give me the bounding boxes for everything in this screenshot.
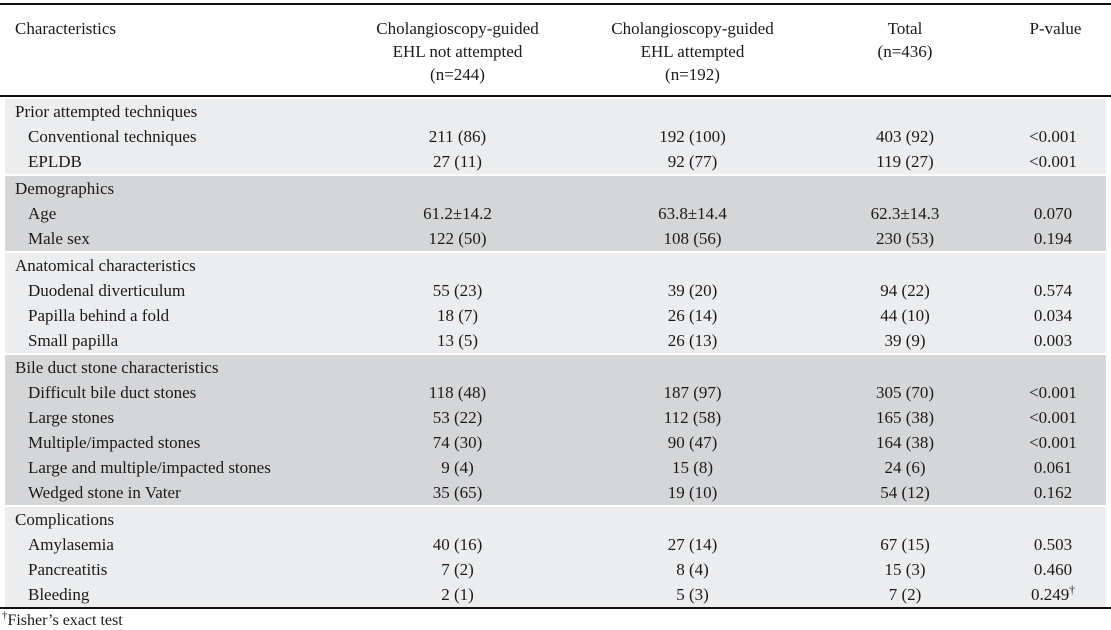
- cell-value: 0.460: [1000, 557, 1111, 582]
- cell-value: 165 (38): [810, 405, 1000, 430]
- table-row: [0, 455, 1111, 480]
- section-title: Prior attempted techniques: [0, 97, 1111, 124]
- cell-value: 67 (15): [810, 532, 1000, 557]
- cell-value: 94 (22): [810, 278, 1000, 303]
- footnote-text: Fisher’s exact test: [7, 612, 123, 629]
- cell-value: 2 (1): [340, 582, 575, 607]
- cell-value: 27 (11): [340, 149, 575, 174]
- row-label: Pancreatitis: [0, 557, 340, 582]
- cell-value: 55 (23): [340, 278, 575, 303]
- cell-value: 108 (56): [575, 226, 810, 251]
- column-header-line: Cholangioscopy-guided: [611, 19, 774, 38]
- cell-value: 39 (20): [575, 278, 810, 303]
- cell-value: 122 (50): [340, 226, 575, 251]
- row-label: Conventional techniques: [0, 124, 340, 149]
- cell-value: 63.8±14.4: [575, 201, 810, 226]
- cell-value: 19 (10): [575, 480, 810, 505]
- cell-value: 192 (100): [575, 124, 810, 149]
- cell-value: 27 (14): [575, 532, 810, 557]
- cell-value: 15 (3): [810, 557, 1000, 582]
- row-label: Large and multiple/impacted stones: [0, 455, 340, 480]
- cell-value: 0.194: [1000, 226, 1111, 251]
- table-row: [0, 480, 1111, 505]
- table-row: [0, 582, 1111, 607]
- section-title: Anatomical characteristics: [0, 251, 1111, 278]
- cell-value: 54 (12): [810, 480, 1000, 505]
- row-label: Amylasemia: [0, 532, 340, 557]
- section-header-row: [0, 174, 1111, 201]
- cell-value: 8 (4): [575, 557, 810, 582]
- cell-value: 230 (53): [810, 226, 1000, 251]
- cell-value: 62.3±14.3: [810, 201, 1000, 226]
- table-row: [0, 226, 1111, 251]
- cell-value: 164 (38): [810, 430, 1000, 455]
- cell-value: 0.070: [1000, 201, 1111, 226]
- row-label: Large stones: [0, 405, 340, 430]
- dagger-icon: †: [1069, 583, 1076, 597]
- column-header-line: Cholangioscopy-guided: [376, 19, 539, 38]
- column-header-line: P-value: [1029, 19, 1082, 38]
- cell-value: 187 (97): [575, 380, 810, 405]
- cell-value: 53 (22): [340, 405, 575, 430]
- table-row: [0, 278, 1111, 303]
- table-row: [0, 201, 1111, 226]
- section-header-row: [0, 97, 1111, 124]
- cell-value: 119 (27): [810, 149, 1000, 174]
- footnote: [0, 609, 1111, 630]
- cell-value: <0.001: [1000, 430, 1111, 455]
- cell-value: 7 (2): [810, 582, 1000, 607]
- row-label: EPLDB: [0, 149, 340, 174]
- cell-value: 13 (5): [340, 328, 575, 353]
- cell-value: 92 (77): [575, 149, 810, 174]
- table-row: [0, 532, 1111, 557]
- column-header-line: (n=244): [430, 65, 485, 84]
- table-row: [0, 303, 1111, 328]
- header-row: [0, 5, 1111, 97]
- table-row: [0, 328, 1111, 353]
- row-label: Multiple/impacted stones: [0, 430, 340, 455]
- cell-value: 0.249†: [1000, 582, 1111, 607]
- cell-value: 74 (30): [340, 430, 575, 455]
- row-label: Papilla behind a fold: [0, 303, 340, 328]
- cell-value: 40 (16): [340, 532, 575, 557]
- cell-value: 26 (13): [575, 328, 810, 353]
- cell-value: 35 (65): [340, 480, 575, 505]
- table-body: [0, 97, 1111, 607]
- table-row: [0, 124, 1111, 149]
- cell-value: <0.001: [1000, 124, 1111, 149]
- cell-value: 7 (2): [340, 557, 575, 582]
- table-row: [0, 557, 1111, 582]
- cell-value: 18 (7): [340, 303, 575, 328]
- cell-value: 9 (4): [340, 455, 575, 480]
- section-header-row: [0, 505, 1111, 532]
- column-header: [810, 5, 1000, 97]
- cell-value: 24 (6): [810, 455, 1000, 480]
- cell-value: <0.001: [1000, 380, 1111, 405]
- column-header-line: EHL attempted: [640, 42, 745, 61]
- cell-value: 0.503: [1000, 532, 1111, 557]
- cell-value: 305 (70): [810, 380, 1000, 405]
- cell-value: 39 (9): [810, 328, 1000, 353]
- table-header: [0, 5, 1111, 97]
- column-header-line: (n=436): [877, 42, 933, 61]
- cell-value: 211 (86): [340, 124, 575, 149]
- cell-value: 15 (8): [575, 455, 810, 480]
- cell-value: 0.162: [1000, 480, 1111, 505]
- cell-value: 90 (47): [575, 430, 810, 455]
- column-header-line: EHL not attempted: [392, 42, 523, 61]
- column-header-line: Total: [887, 19, 923, 38]
- cell-value: 0.574: [1000, 278, 1111, 303]
- section-header-row: [0, 251, 1111, 278]
- row-label: Difficult bile duct stones: [0, 380, 340, 405]
- column-header-line: Characteristics: [15, 19, 117, 38]
- column-header-line: (n=192): [665, 65, 720, 84]
- table-row: [0, 405, 1111, 430]
- row-label: Male sex: [0, 226, 340, 251]
- table-row: [0, 380, 1111, 405]
- dagger-icon: †: [2, 609, 8, 622]
- characteristics-table: [0, 3, 1111, 609]
- row-label: Duodenal diverticulum: [0, 278, 340, 303]
- column-header: [1000, 5, 1111, 97]
- cell-value: 0.034: [1000, 303, 1111, 328]
- cell-value: 44 (10): [810, 303, 1000, 328]
- cell-value: 5 (3): [575, 582, 810, 607]
- row-label: Age: [0, 201, 340, 226]
- section-title: Demographics: [0, 174, 1111, 201]
- table-row: [0, 430, 1111, 455]
- row-label: Wedged stone in Vater: [0, 480, 340, 505]
- row-label: Bleeding: [0, 582, 340, 607]
- table-row: [0, 149, 1111, 174]
- cell-value: 112 (58): [575, 405, 810, 430]
- section-header-row: [0, 353, 1111, 380]
- column-header: [575, 5, 810, 97]
- cell-value: 26 (14): [575, 303, 810, 328]
- section-title: Complications: [0, 505, 1111, 532]
- cell-value: 0.061: [1000, 455, 1111, 480]
- column-header: [0, 5, 340, 97]
- cell-value: <0.001: [1000, 149, 1111, 174]
- cell-value: <0.001: [1000, 405, 1111, 430]
- cell-value: 403 (92): [810, 124, 1000, 149]
- row-label: Small papilla: [0, 328, 340, 353]
- cell-value: 0.003: [1000, 328, 1111, 353]
- cell-value: 61.2±14.2: [340, 201, 575, 226]
- cell-value: 118 (48): [340, 380, 575, 405]
- section-title: Bile duct stone characteristics: [0, 353, 1111, 380]
- column-header: [340, 5, 575, 97]
